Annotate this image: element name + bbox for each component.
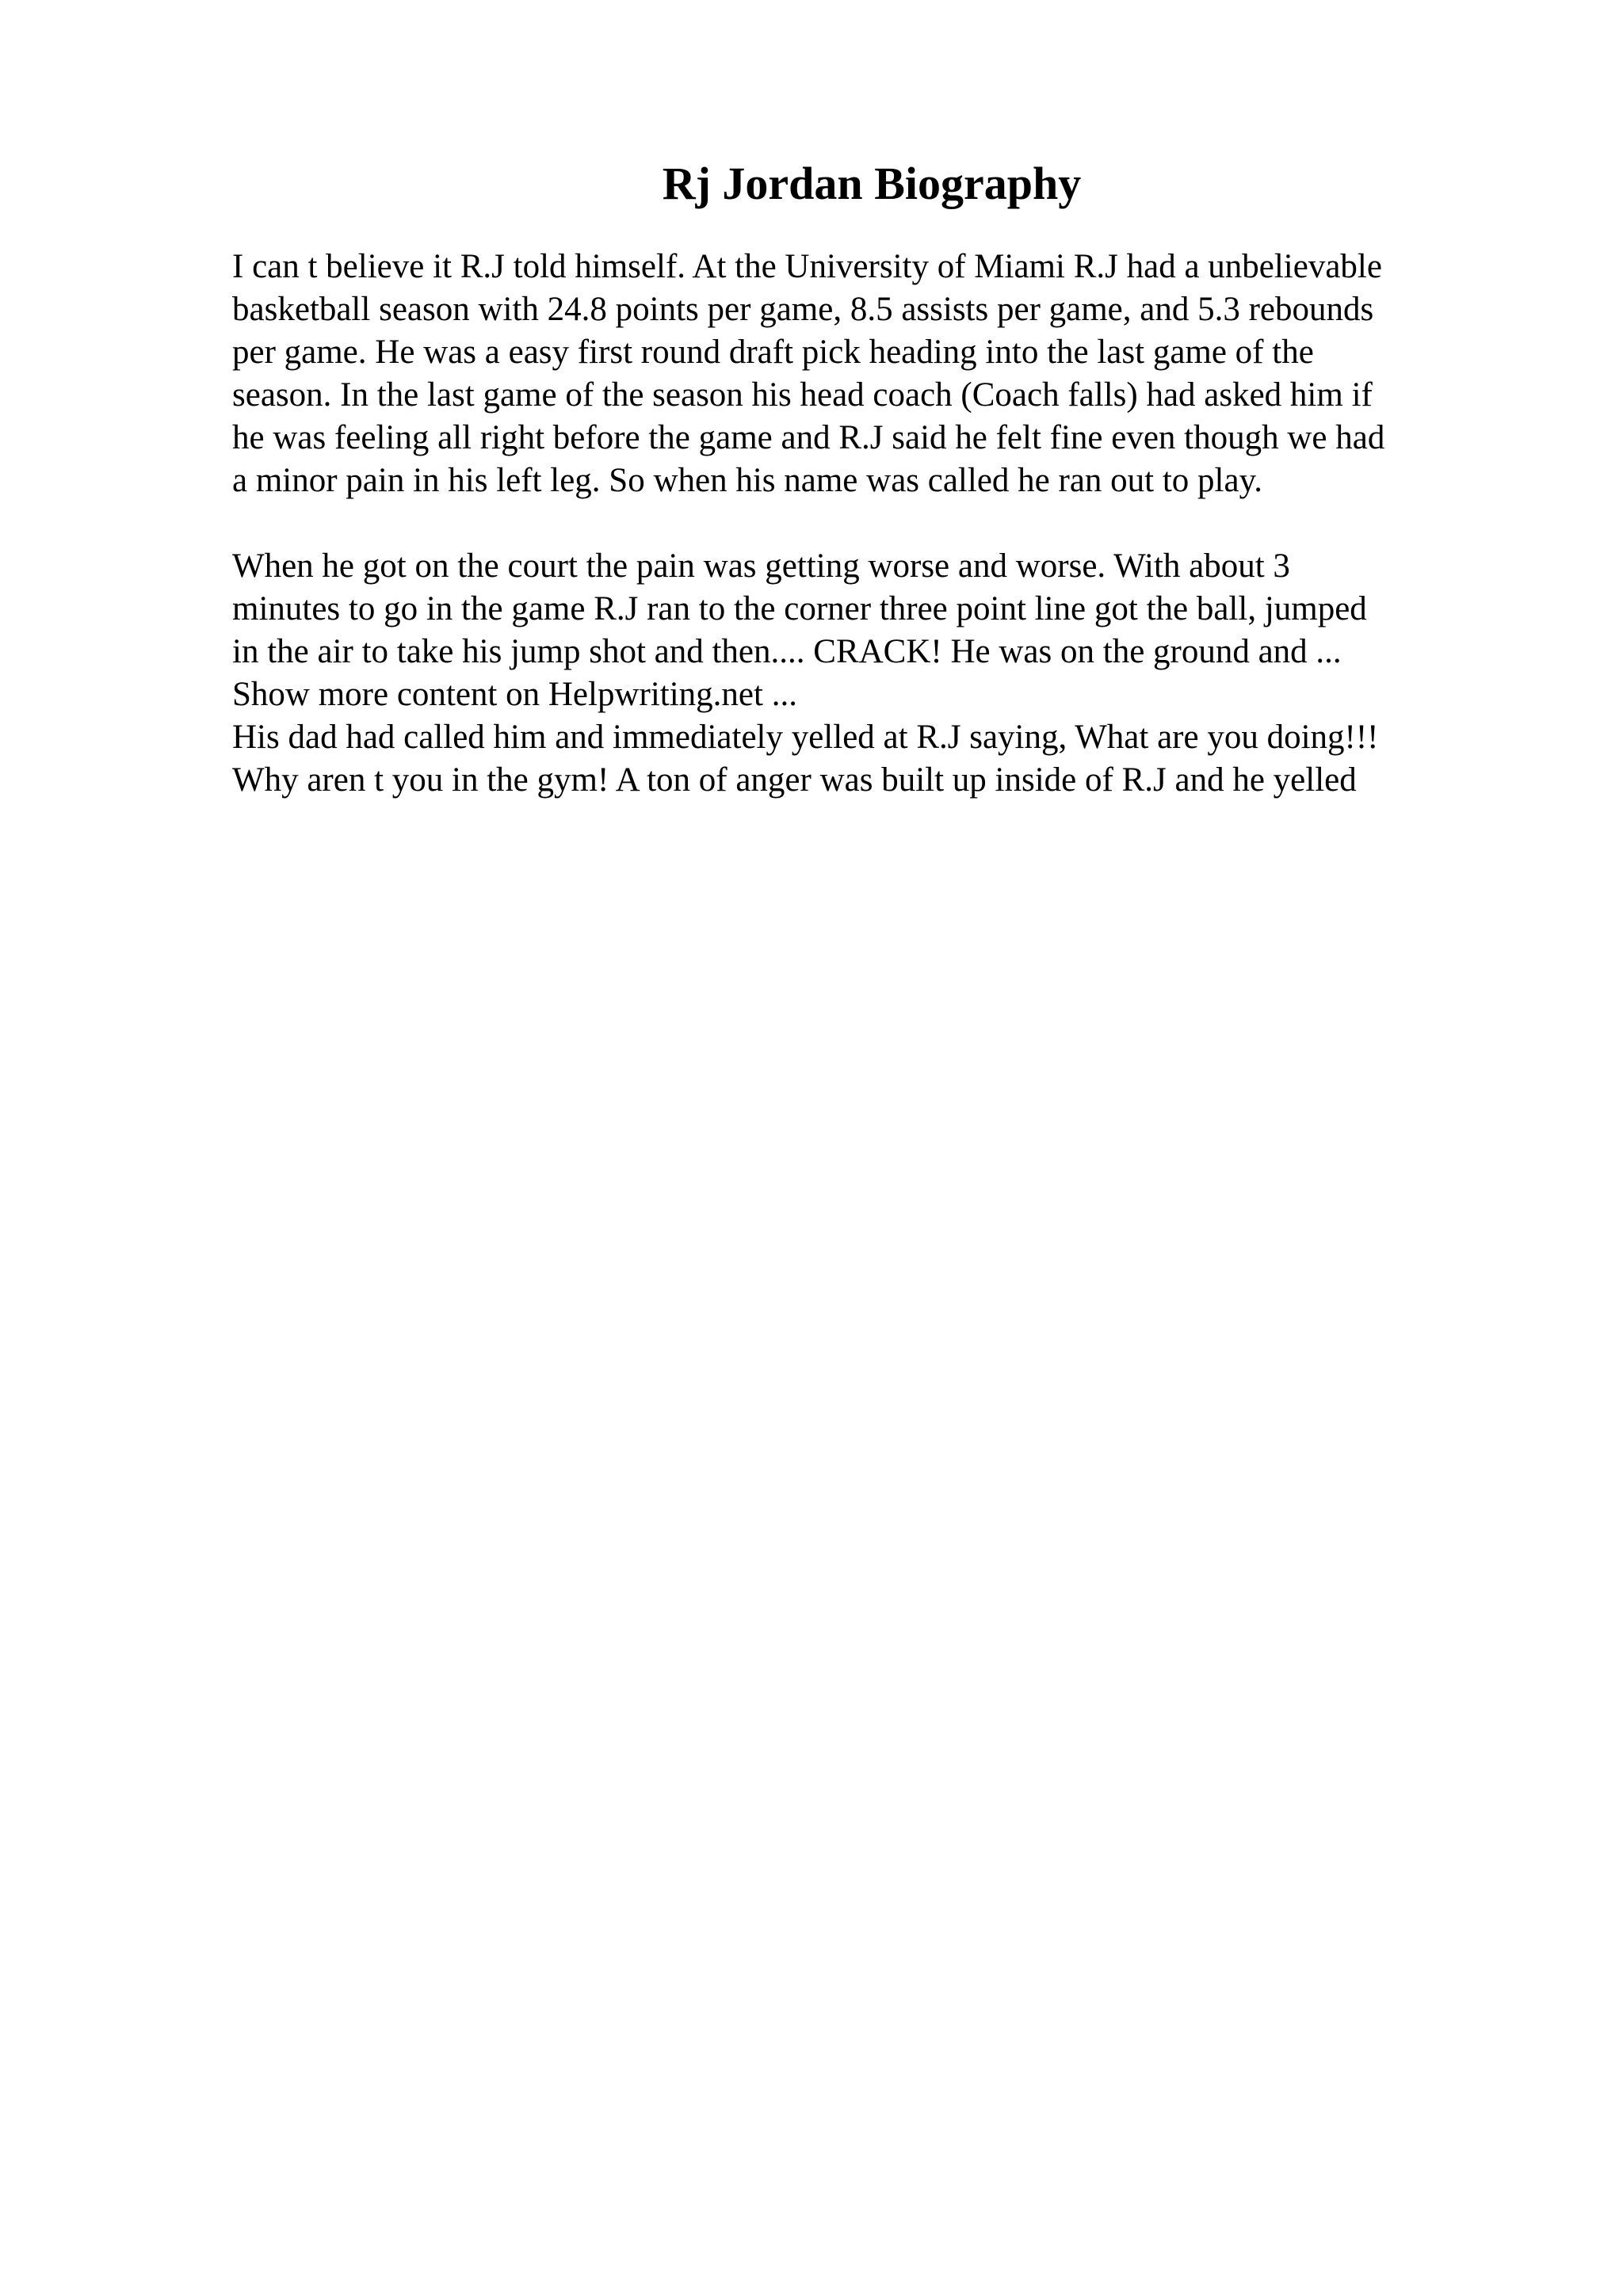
document-body xyxy=(232,246,1611,802)
paragraph-spacer xyxy=(232,502,1611,545)
text-line: per game. He was a easy first round draft pick heading into the last game of the xyxy=(232,334,1314,371)
text-line: His dad had called him and immediately yelled at R.J saying, What are you doing!!! xyxy=(232,719,1379,756)
show-more-line: Show more content on Helpwriting.net ... xyxy=(232,676,797,713)
paragraph-2 xyxy=(232,545,1611,802)
text-line: season. In the last game of the season his head coach (Coach falls) had asked him if xyxy=(232,376,1373,414)
text-line: minutes to go in the game R.J ran to the corner three point line got the ball, jumped xyxy=(232,590,1367,627)
text-line: a minor pain in his left leg. So when his name was called he ran out to play. xyxy=(232,462,1263,499)
text-line: When he got on the court the pain was getting worse and worse. With about 3 xyxy=(232,547,1290,585)
document-title: Rj Jordan Biography xyxy=(662,158,1082,209)
paragraph-1 xyxy=(232,246,1611,502)
text-line: Why aren t you in the gym! A ton of anger was built up inside of R.J and he yelled xyxy=(232,761,1357,799)
text-line: he was feeling all right before the game and R.J said he felt fine even though we had xyxy=(232,419,1385,456)
text-line: basketball season with 24.8 points per game, 8.5 assists per game, and 5.3 rebounds xyxy=(232,291,1374,328)
text-line: in the air to take his jump shot and then.... CRACK! He was on the ground and ... xyxy=(232,633,1342,670)
text-line: I can t believe it R.J told himself. At the University of Miami R.J had a unbelievable xyxy=(232,248,1382,285)
